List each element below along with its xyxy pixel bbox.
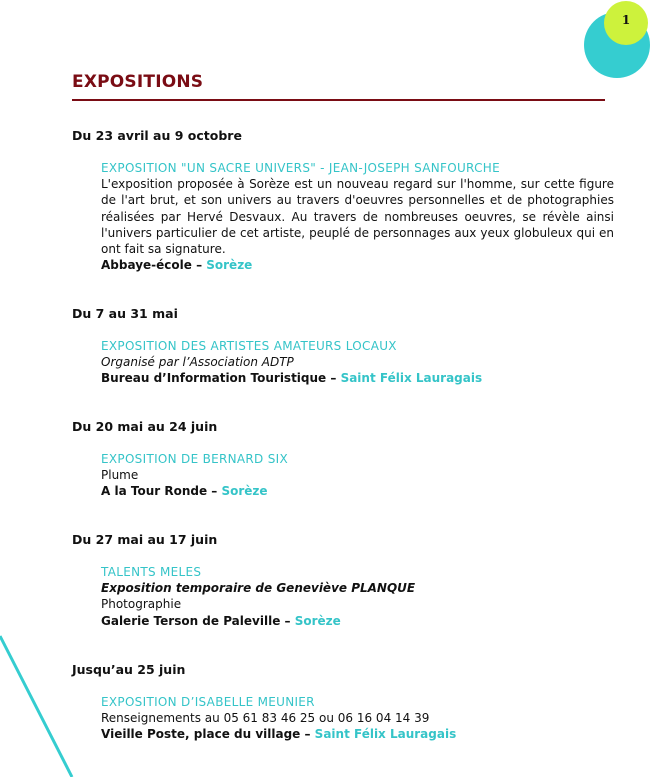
event-location: [101, 613, 614, 629]
event-body: [101, 564, 614, 629]
location-separator: –: [207, 484, 222, 499]
event-body: [101, 338, 614, 387]
location-separator: –: [326, 371, 341, 386]
event-organizer: Organisé par l’Association ADTP: [101, 355, 294, 370]
event-title: EXPOSITION D’ISABELLE MEUNIER: [101, 695, 315, 709]
location-separator: –: [191, 258, 207, 273]
event-info: Renseignements au 05 61 83 46 25 ou 06 16 04 14 39: [101, 711, 430, 726]
page-number: 1: [621, 13, 631, 27]
event-location: [101, 483, 614, 499]
event-subtitle: Photographie: [101, 597, 182, 612]
event-town: Saint Félix Lauragais: [314, 727, 457, 742]
event-place: Galerie Terson de Paleville: [101, 613, 281, 628]
page-title: EXPOSITIONS: [72, 72, 204, 92]
event-place: A la Tour Ronde: [101, 484, 208, 499]
event-item: [72, 419, 614, 500]
event-title: EXPOSITION DE BERNARD SIX: [101, 452, 288, 466]
event-place: Vieille Poste, place du village: [101, 727, 301, 742]
title-divider: [72, 99, 605, 101]
event-title: EXPOSITION DES ARTISTES AMATEURS LOCAUX: [101, 339, 397, 353]
event-place: Bureau d’Information Touristique: [101, 371, 327, 386]
event-town: Sorèze: [221, 484, 268, 499]
event-item: [72, 128, 614, 273]
event-location: [101, 726, 614, 742]
event-item: [72, 306, 614, 387]
event-town: Sorèze: [206, 258, 253, 273]
event-date: Jusqu’au 25 juin: [72, 662, 186, 677]
event-subtitle: Plume: [101, 468, 139, 483]
event-town: Sorèze: [294, 613, 341, 628]
event-location: [101, 257, 614, 273]
event-date: Du 23 avril au 9 octobre: [72, 128, 242, 143]
location-separator: –: [300, 727, 315, 742]
decorative-diagonal-line: [0, 0, 80, 777]
event-body: [101, 451, 614, 500]
event-item: [72, 662, 614, 743]
event-place: Abbaye-école: [101, 258, 192, 273]
event-date: Du 7 au 31 mai: [72, 306, 178, 321]
event-title: EXPOSITION "UN SACRE UNIVERS" - JEAN-JOSEPH SANFOURCHE: [101, 161, 500, 175]
event-date: Du 27 mai au 17 juin: [72, 532, 218, 547]
event-town: Saint Félix Lauragais: [340, 371, 483, 386]
event-item: [72, 532, 614, 629]
event-body: [101, 694, 614, 743]
event-date: Du 20 mai au 24 juin: [72, 419, 218, 434]
event-location: [101, 370, 614, 386]
event-description: L'exposition proposée à Sorèze est un nouveau regard sur l'homme, sur cette figure de l'art brut, et son univers au travers d'oeuvres personnelles et de photographies réalisées par Hervé Desvaux. Au travers de nombreuses oeuvres, se révèle ainsi l'univers particulier de cet artiste, peuplé de personnages aux yeux globuleux qui en ont fait sa signature.: [101, 177, 614, 257]
event-title: TALENTS MELES: [101, 565, 202, 579]
location-separator: –: [280, 613, 295, 628]
event-subtitle-italic: Exposition temporaire de Geneviève PLANQUE: [101, 581, 416, 596]
event-body: [101, 160, 614, 273]
